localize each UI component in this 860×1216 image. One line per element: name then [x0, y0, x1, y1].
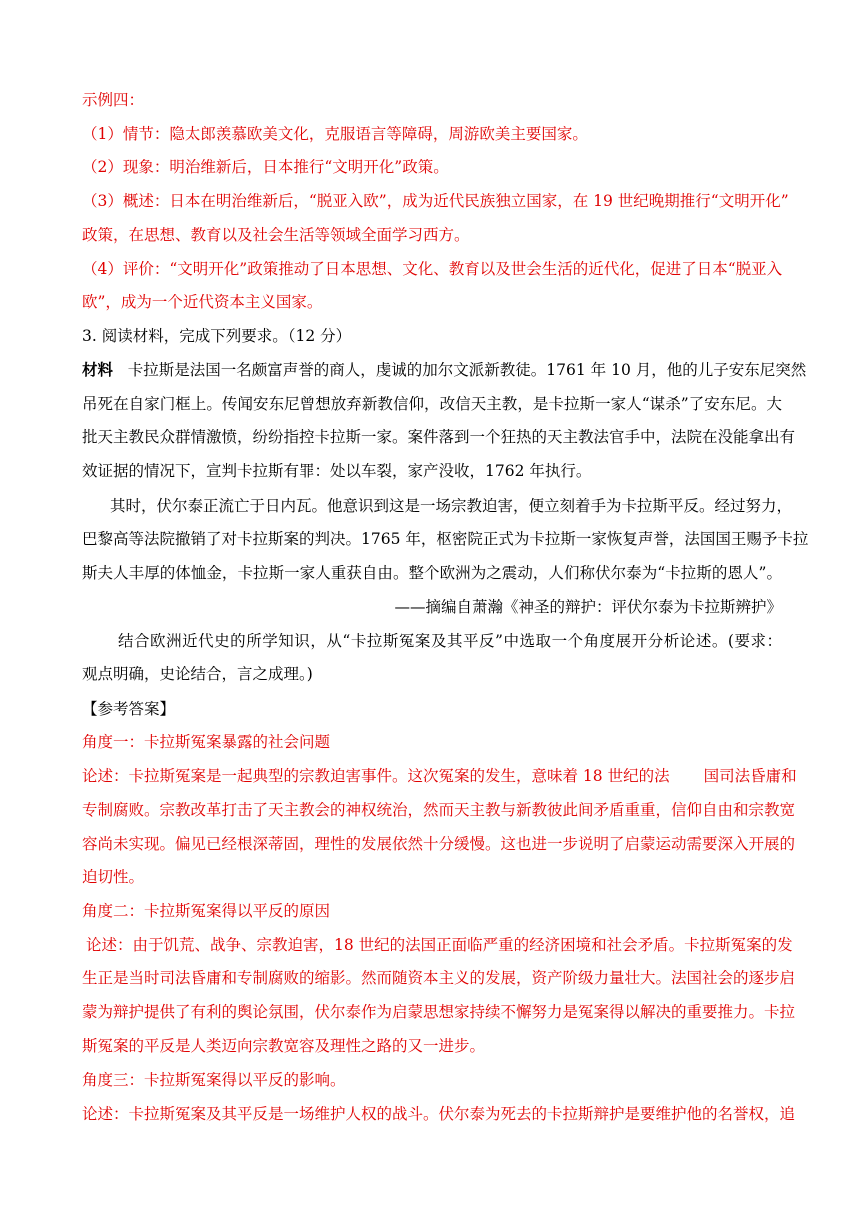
example4-phenomenon: （2）现象：明治维新后，日本推行“文明开化”政策。	[82, 158, 449, 176]
material-line4: 效证据的情况下，宣判卡拉斯有罪：处以车裂，家产没收，1762 年执行。	[82, 462, 592, 480]
material-line2: 吊死在自家门框上。传闻安东尼曾想放弃新教信仰，改信天主教，是卡拉斯一家人“谋杀”了安东尼。大	[82, 395, 782, 413]
example4-evaluation-line2: 欧”，成为一个近代资本主义国家。	[82, 293, 323, 311]
material-label: 材料	[82, 360, 114, 379]
angle1-line1-part2: 国司法昏庸和	[703, 767, 797, 785]
angle3-title: 角度三：卡拉斯冤案得以平反的影响。	[82, 1071, 346, 1089]
material-line3: 批天主教民众群情激愤，纷纷指控卡拉斯一家。案件落到一个狂热的天主教法官手中，法院在没能拿出有	[82, 428, 796, 446]
example4-evaluation-line1: （4）评价：“文明开化”政策推动了日本思想、文化、教育以及世会生活的近代化，促进了日本“脱亚入	[82, 260, 783, 278]
material-para2-line2: 巴黎高等法院撤销了对卡拉斯案的判决。1765 年，枢密院正式为卡拉斯一家恢复声誉，法国国王赐予卡拉	[82, 530, 809, 548]
material-source: ——摘编自萧瀚《神圣的辩护：评伏尔泰为卡拉斯辨护》	[394, 598, 782, 616]
angle1-line4: 迫切性。	[82, 868, 145, 886]
angle3-line1: 论述：卡拉斯冤案及其平反是一场维护人权的战斗。伏尔泰为死去的卡拉斯辩护是要维护他的名誉权，追	[82, 1105, 796, 1123]
requirement-line1: 结合欧洲近代史的所学知识，从“卡拉斯冤案及其平反”中选取一个角度展开分析论述。(要求：	[118, 632, 782, 650]
angle2-title: 角度二：卡拉斯冤案得以平反的原因	[82, 902, 331, 920]
material-para2-line1: 其时，伏尔泰正流亡于日内瓦。他意识到这是一场宗教迫害，便立刻着手为卡拉斯平反。经过努力，	[110, 497, 793, 515]
angle2-line3: 蒙为辩护提供了有利的舆论氛围，伏尔泰作为启蒙思想家持续不懈努力是冤案得以解决的重要推力。卡拉	[82, 1003, 796, 1021]
angle2-line1: 论述：由于饥荒、战争、宗教迫害，18 世纪的法国正面临严重的经济困境和社会矛盾。卡拉斯冤案的发	[86, 936, 793, 954]
material-text: 卡拉斯是法国一名颇富声誉的商人，虔诚的加尔文派新教徒。1761 年 10 月，他的儿子安东尼突然	[127, 361, 807, 379]
angle2-line2: 生正是当时司法昏庸和专制腐败的缩影。然而随资本主义的发展，资产阶级力量壮大。法国社会的逐步启	[82, 969, 796, 987]
requirement-line2: 观点明确，史论结合，言之成理。)	[82, 665, 313, 683]
angle2-line4: 斯冤案的平反是人类迈向宗教宽容及理性之路的又一进步。	[82, 1037, 486, 1055]
angle1-title: 角度一：卡拉斯冤案暴露的社会问题	[82, 733, 331, 751]
angle1-line2: 专制腐败。宗教改革打击了天主教会的神权统治，然而天主教与新教彼此间矛盾重重，信仰自由和宗教宽	[82, 801, 796, 819]
question-3-title: 3. 阅读材料，完成下列要求。（12 分）	[82, 327, 352, 345]
angle1-line3: 容尚未实现。偏见已经根深蒂固，理性的发展依然十分缓慢。这也进一步说明了启蒙运动需要深入开展的	[82, 835, 796, 853]
example4-plot: （1）情节：隐太郎羡慕欧美文化，克服语言等障碍，周游欧美主要国家。	[82, 125, 588, 143]
material-line1	[82, 360, 807, 380]
material-para2-line3: 斯夫人丰厚的体恤金，卡拉斯一家人重获自由。整个欧洲为之震动，人们称伏尔泰为“卡拉斯的恩人”。	[82, 564, 782, 582]
angle1-line1-part1: 论述：卡拉斯冤案是一起典型的宗教迫害事件。这次冤案的发生，意味着 18 世纪的法	[82, 767, 670, 785]
example4-title: 示例四：	[82, 91, 145, 109]
example4-summary-line1: （3）概述：日本在明治维新后，“脱亚入欧”，成为近代民族独立国家，在 19 世纪晚期推行“文明开化”	[82, 192, 789, 210]
answer-heading: 【参考答案】	[82, 700, 176, 718]
angle1-line1	[82, 766, 797, 786]
example4-summary-line2: 政策，在思想、教育以及社会生活等领域全面学习西方。	[82, 226, 470, 244]
